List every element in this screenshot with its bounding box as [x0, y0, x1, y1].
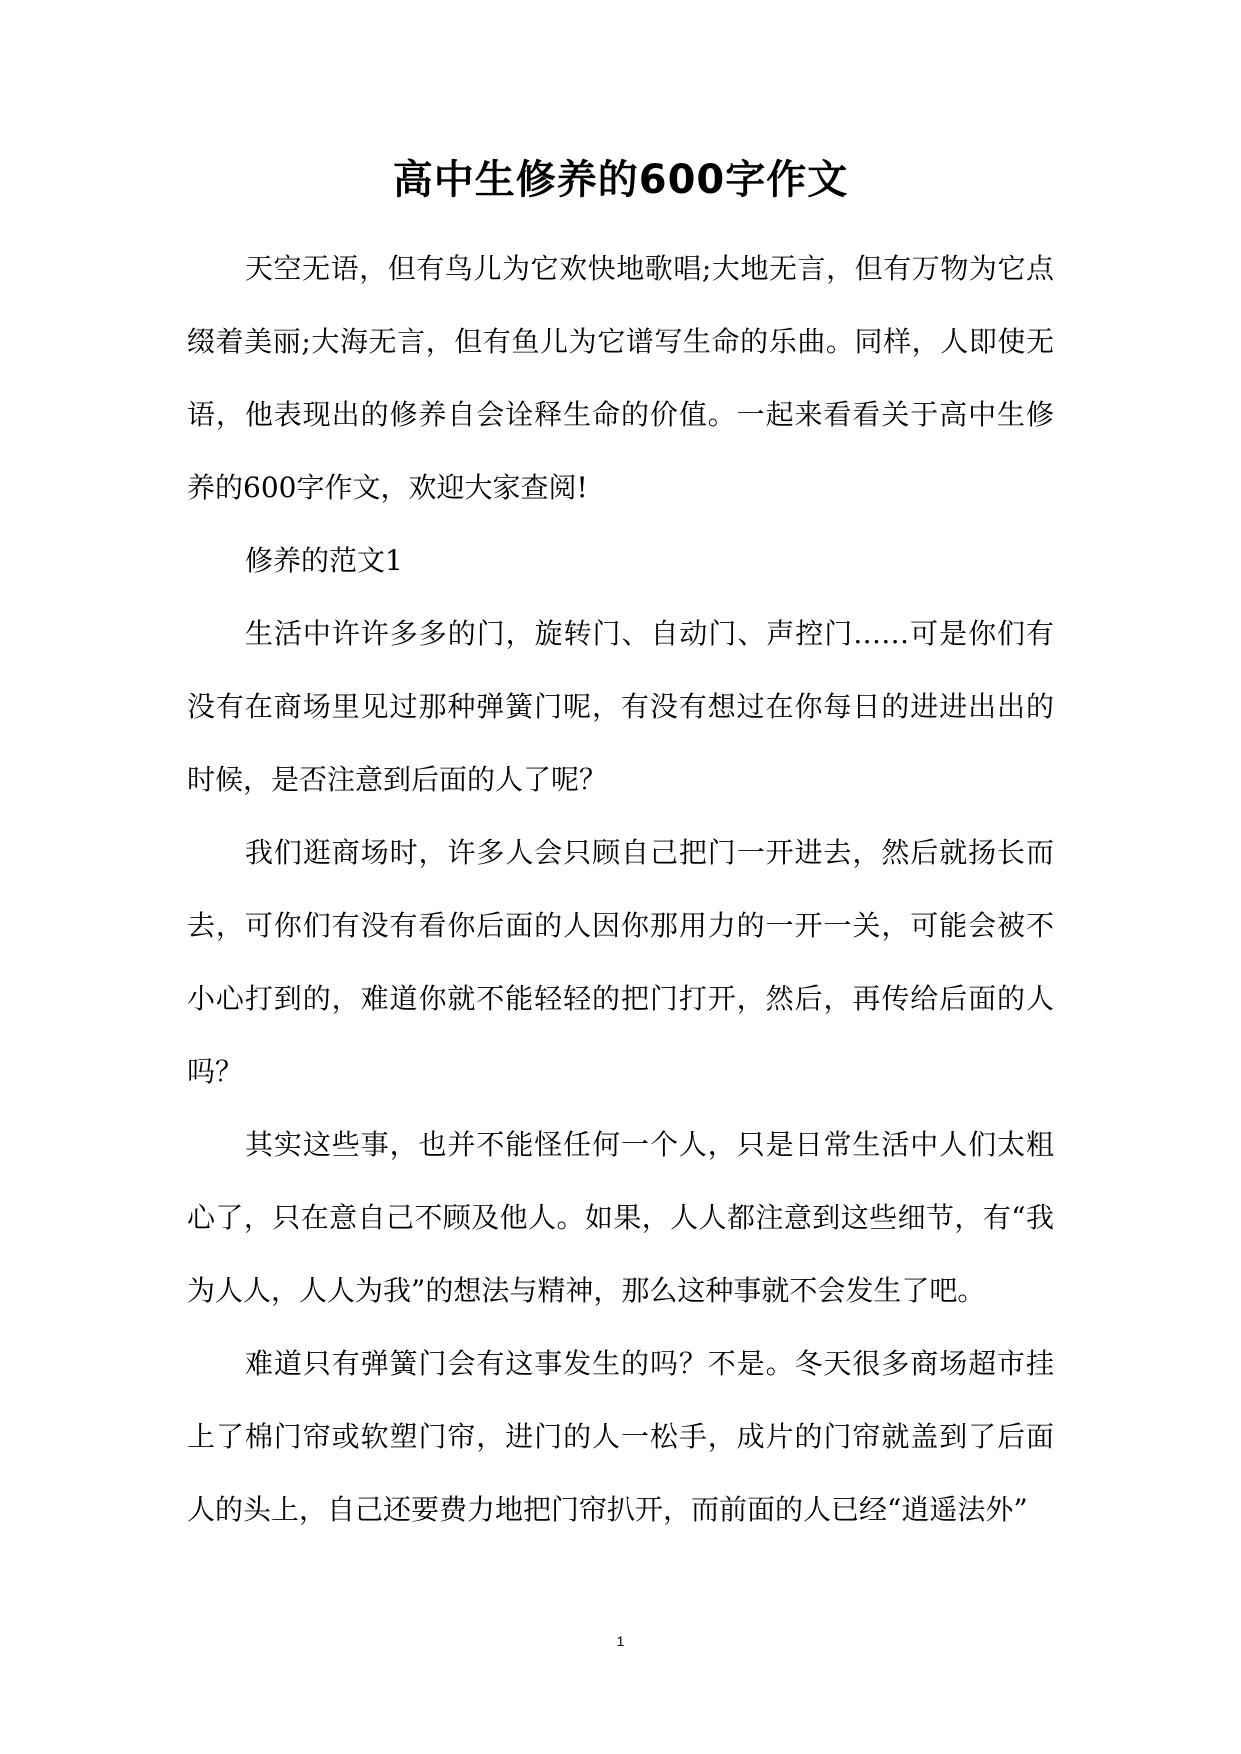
paragraph-doors: 生活中许许多多的门，旋转门、自动门、声控门……可是你们有没有在商场里见过那种弹簧门呢，有没有想过在你每日的进进出出的时候，是否注意到后面的人了呢？ — [187, 617, 1054, 796]
document-body — [187, 232, 1054, 1546]
paragraph-carelessness: 其实这些事，也并不能怪任何一个人，只是日常生活中人们太粗心了，只在意自己不顾及他人。如果，人人都注意到这些细节，有“我为人人，人人为我”的想法与精神，那么这种事就不会发生了吧。 — [187, 1128, 1054, 1307]
paragraph-intro: 天空无语，但有鸟儿为它欢快地歌唱;大地无言，但有万物为它点缀着美丽;大海无言，但有鱼儿为它谱写生命的乐曲。同样，人即使无语，他表现出的修养自会诠释生命的价值。一起来看看关于高中生修养的600字作文，欢迎大家查阅! — [187, 252, 1054, 504]
document-title: 高中生修养的600字作文 — [392, 157, 849, 203]
page-number: 1 — [616, 1633, 625, 1649]
paragraph-mall: 我们逛商场时，许多人会只顾自己把门一开进去，然后就扬长而去，可你们有没有看你后面的人因你那用力的一开一关，可能会被不小心打到的，难道你就不能轻轻的把门打开，然后，再传给后面的人吗？ — [187, 836, 1054, 1088]
paragraph-curtains: 难道只有弹簧门会有这事发生的吗？不是。冬天很多商场超市挂上了棉门帘或软塑门帘，进门的人一松手，成片的门帘就盖到了后面人的头上，自己还要费力地把门帘扒开，而前面的人已经“逍遥法外” — [187, 1347, 1054, 1526]
paragraph-section-heading: 修养的范文1 — [245, 544, 403, 577]
